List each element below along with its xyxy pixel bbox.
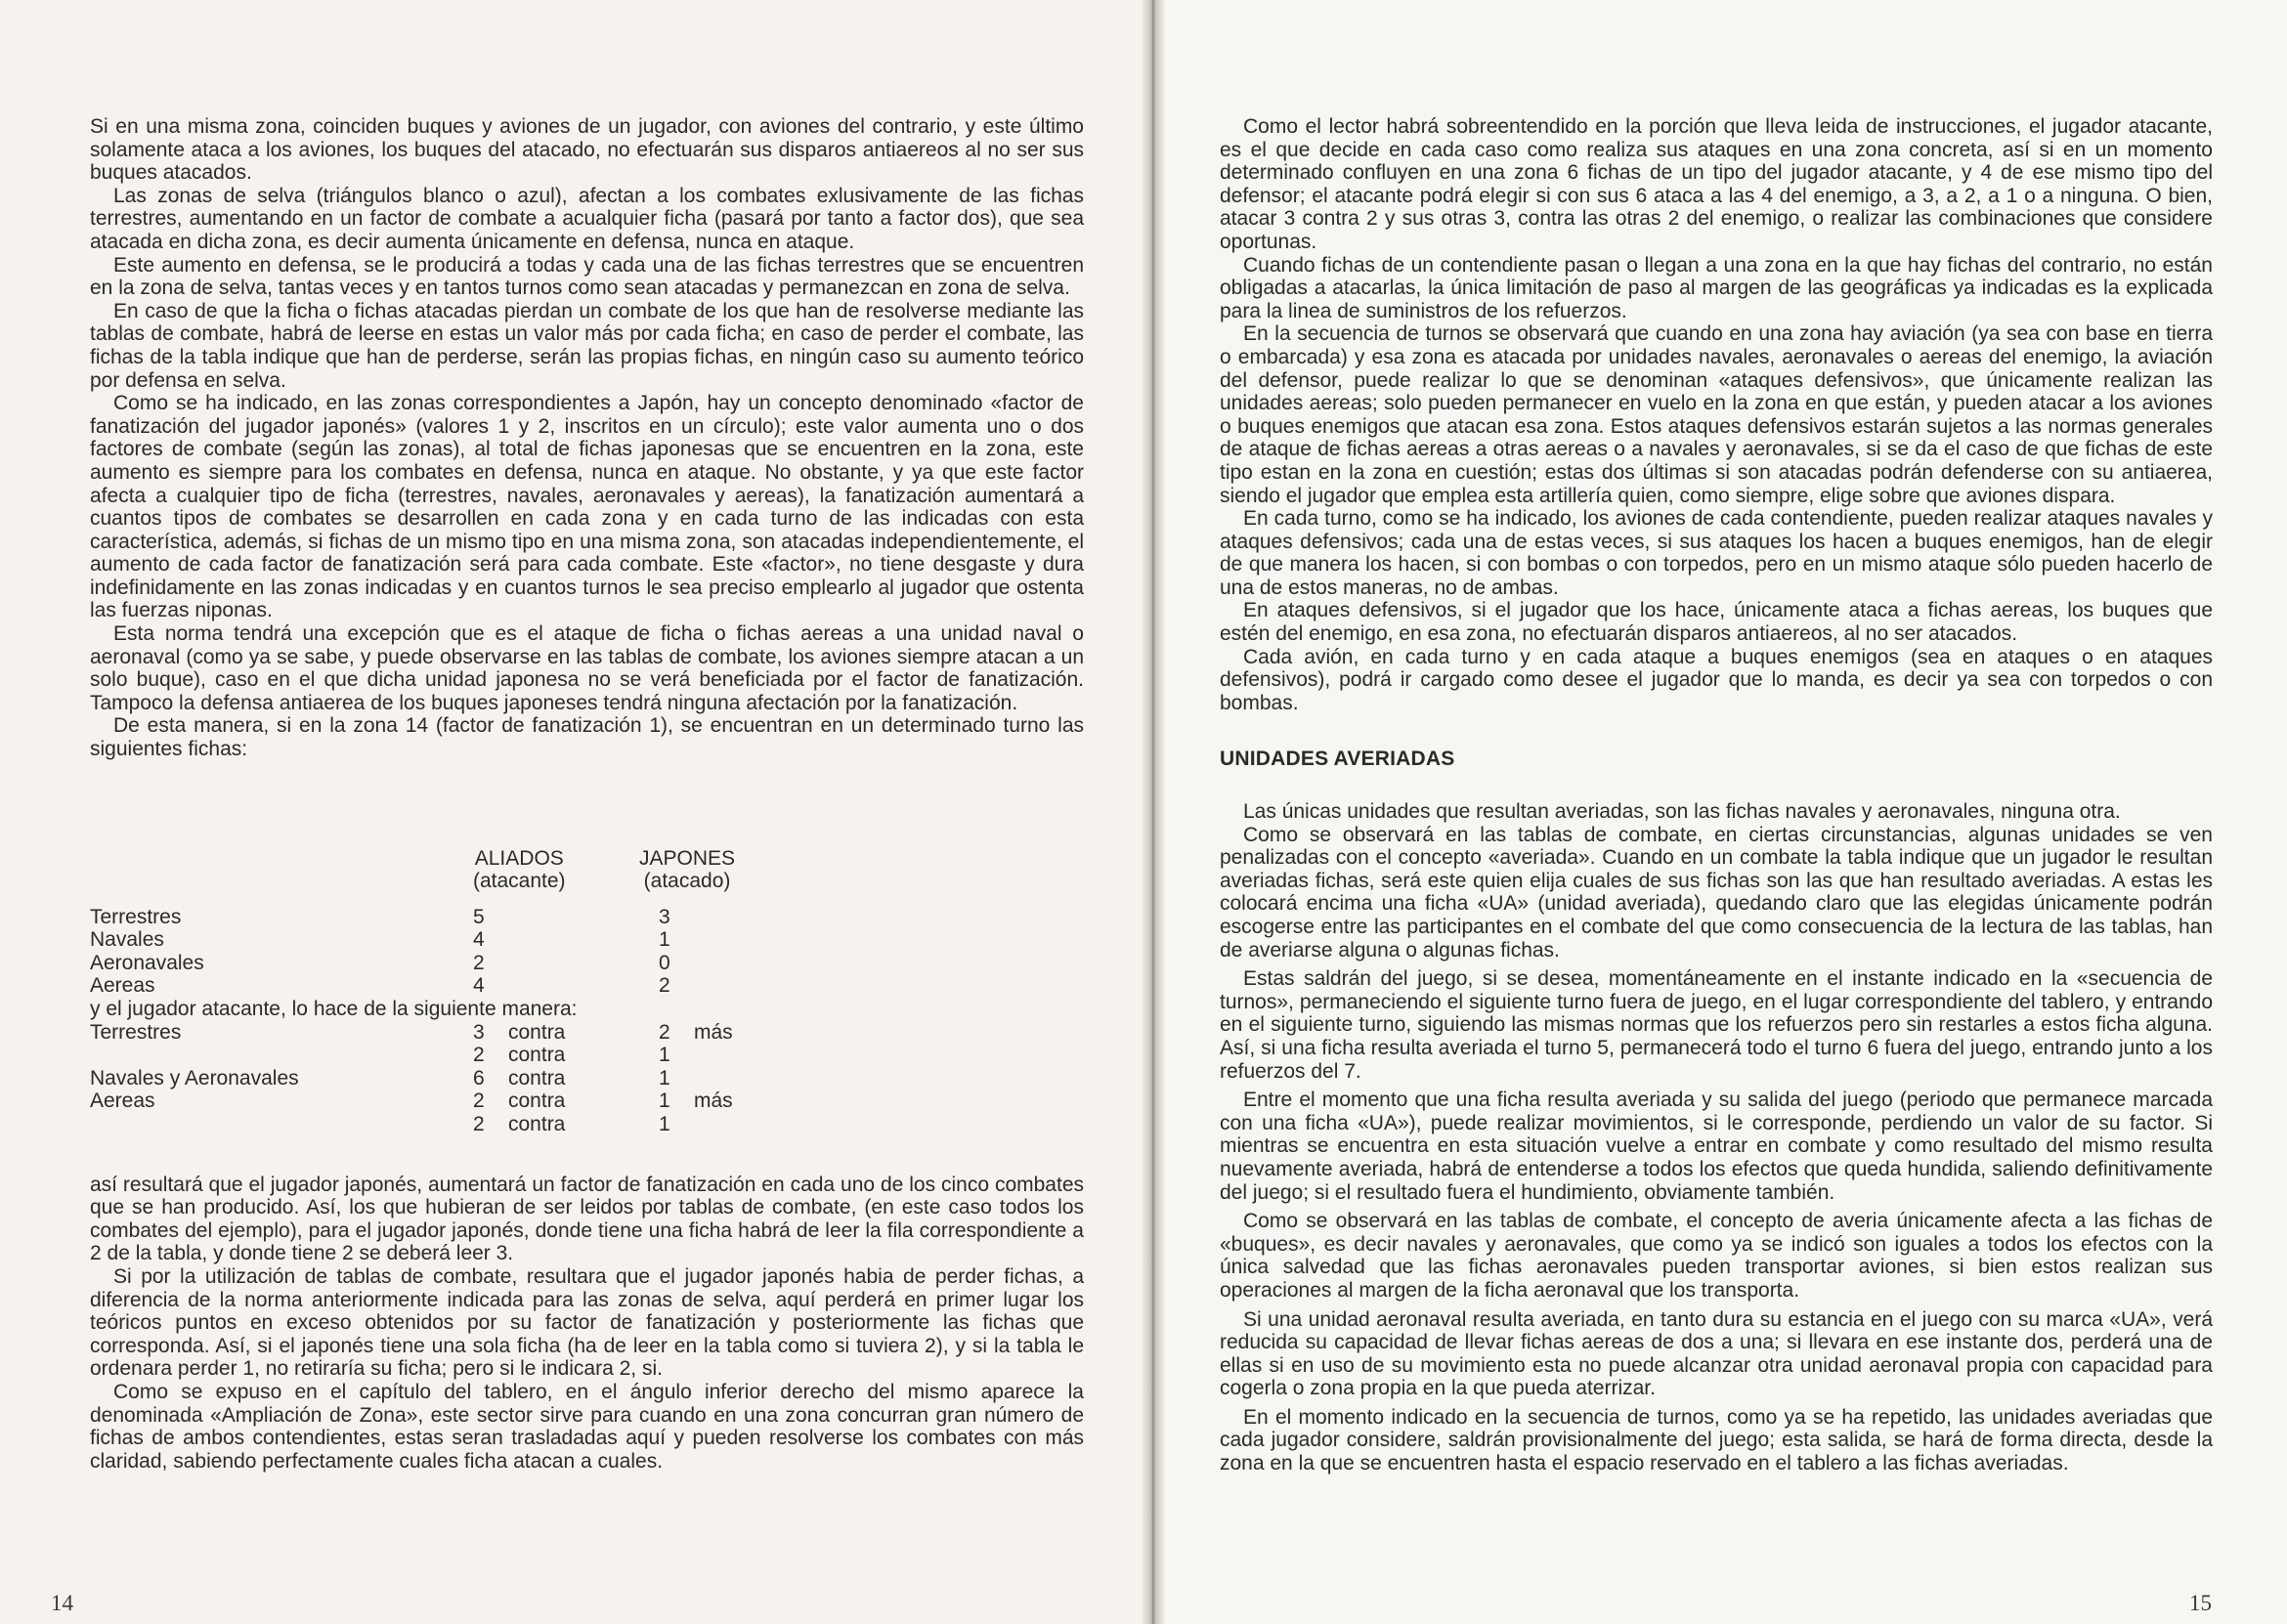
table-row: [90, 1067, 1084, 1090]
book-gutter: [1142, 0, 1165, 1624]
aliados-value: 5: [473, 905, 485, 928]
contra-word: contra: [508, 1090, 566, 1113]
aliados-column-header: [473, 847, 566, 893]
aliados-sublabel: (atacante): [473, 870, 566, 893]
table-row: [90, 1021, 1084, 1045]
section-heading: UNIDADES AVERIADAS: [1220, 748, 1455, 771]
mas-word: más: [694, 1090, 733, 1113]
defender-count: 2: [659, 1020, 670, 1044]
table-row: [90, 952, 1084, 975]
paragraph: Si una unidad aeronaval resulta averiada, en tanto dura su estancia en el juego con su marca «UA», verá reducida su capacidad de llevar fichas aereas de dos a una; si llevara en ese instante dos, perderá una de ellas si en uso de su movimiento esta no puede alcanzar otra unidad aeronaval propia con capacidad para cogerla o zona propia en la que pueda aterrizar.: [1220, 1307, 2213, 1400]
attack-table: [90, 1021, 1084, 1136]
paragraph: De esta manera, si en la zona 14 (factor de fanatización 1), se encuentran en un determinado turno las siguientes fichas:: [90, 714, 1084, 761]
japones-value: 3: [659, 905, 670, 928]
paragraph: Como el lector habrá sobreentendido en la porción que lleva leida de instrucciones, el jugador atacante, es el que decide en cada caso como realiza sus ataques en una zona concreta, así si en un momento determinado confluyen en una zona 6 fichas de un tipo del jugador atacante, y 4 de ese mismo tipo del defensor; el atacante podrá elegir si con sus 6 ataca a las 4 del enemigo, a 3, a 2, a 1 o a ninguna. O bien, atacar 3 contra 2 y sus otras 3, contra las otras 2 del enemigo, o realizar las combinaciones que considere oportunas.: [1220, 115, 2213, 253]
contra-word: contra: [508, 1066, 566, 1090]
attacker-count: 6: [473, 1066, 485, 1090]
forces-table-header: [90, 804, 1084, 906]
aliados-label: ALIADOS: [474, 846, 564, 870]
paragraph: Las zonas de selva (triángulos blanco o azul), afectan a los combates exlusivamente de las fichas terrestres, aumentando en un factor de combate a acualquier ficha (pasará por tanto a factor dos), que sea atacada en dicha zona, es decir aumenta únicamente en defensa, nunca en ataque.: [90, 184, 1084, 253]
attacker-count: 2: [473, 1112, 485, 1135]
defender-count: 1: [659, 1044, 670, 1067]
row-label: Navales y Aeronavales: [90, 1066, 299, 1090]
row-label: Aereas: [90, 974, 155, 998]
paragraph: Esta norma tendrá una excepción que es el ataque de ficha o fichas aereas a una unidad naval o aeronaval (como ya se sabe, y puede observarse en las tablas de combate, los aviones siempre atacan a un solo buque), caso en el que dicha unidad japonesa no se verá beneficiada por el factor de fanatización. Tampoco la defensa antiaerea de los buques japoneses tendrá ninguna afectación por la fanatización.: [90, 622, 1084, 714]
table-row: [90, 928, 1084, 952]
paragraph: Cada avión, en cada turno y en cada ataque a buques enemigos (sea en ataques o en ataques defensivos), podrá ir cargado como desee el jugador que lo manda, es decir ya sea con torpedos o con bombas.: [1220, 645, 2213, 714]
contra-word: contra: [508, 1112, 566, 1135]
paragraph: En ataques defensivos, si el jugador que los hace, únicamente ataca a fichas aereas, los buques que estén del enemigo, en esa zona, no efectuarán disparos antiaereos, al no ser atacados.: [1220, 599, 2213, 646]
contra-word: contra: [508, 1020, 566, 1044]
row-label: Aeronavales: [90, 951, 204, 974]
japones-value: 2: [659, 974, 670, 998]
left-text-column: [90, 115, 1084, 1473]
paragraph: En caso de que la ficha o fichas atacadas pierdan un combate de los que han de resolverse mediante las tablas de combate, habrá de leerse en estas un valor más por cada ficha; en caso de perder el combate, las fichas de la tabla indique que han de perderse, serán las propias fichas, en ningún caso su aumento teórico por defensa en selva.: [90, 299, 1084, 392]
row-label: Terrestres: [90, 905, 182, 928]
paragraph: Cuando fichas de un contendiente pasan o llegan a una zona en la que hay fichas del contrario, no están obligadas a atacarlas, la única limitación de paso al margen de las geográficas ya indicadas es la explicada para la linea de suministros de los refuerzos.: [1220, 253, 2213, 322]
paragraph: Como se expuso en el capítulo del tablero, en el ángulo inferior derecho del mismo aparece la denominada «Ampliación de Zona», este sector sirve para cuando en una zona concurran gran número de fichas de ambos contendientes, estas seran trasladadas aquí y pueden resolverse los combates con más claridad, sabiendo perfectamente cuales ficha atacan a cuales.: [90, 1380, 1084, 1473]
defender-count: 1: [659, 1066, 670, 1090]
row-label: Aereas: [90, 1090, 155, 1113]
page-number-left: 14: [51, 1591, 73, 1615]
row-label: Terrestres: [90, 1020, 182, 1044]
paragraph: En el momento indicado en la secuencia de turnos, como ya se ha repetido, las unidades averiadas que cada jugador considere, saldrán provisionalmente del juego; esta salida, se hará de forma directa, desde la zona en la que se encuentren hasta el espacio reservado en el tablero a las fichas averiadas.: [1220, 1405, 2213, 1475]
contra-word: contra: [508, 1044, 566, 1067]
aliados-value: 4: [473, 928, 485, 952]
japones-column-header: [639, 847, 735, 893]
paragraph: Como se observará en las tablas de combate, el concepto de averia únicamente afecta a las fichas de «buques», es decir navales y aeronavales, que como ya se indicó son iguales a todos los efectos con la única salvedad que las fichas aeronavales pueden transportar aviones, si bien estos realizan sus operaciones al margen de la ficha aeronaval que los transporta.: [1220, 1210, 2213, 1302]
spacer: [90, 1136, 1084, 1174]
table-row: [90, 1044, 1084, 1067]
paragraph: En la secuencia de turnos se observará que cuando en una zona hay aviación (ya sea con base en tierra o embarcada) y esa zona es atacada por unidades navales, aeronavales o aereas del enemigo, la aviación del defensor, puede realizar lo que se denominan «ataques defensivos», que únicamente realizan las unidades aereas; solo pueden permanecer en vuelo en la zona en que están, y pueden atacar a los aviones o buques enemigos que atacan esa zona. Estos ataques defensivos estarán sujetos a las normas generales de ataque de fichas aereas a otras aereas o a navales y aeronavales, si se da el caso de que fichas de este tipo estan en la zona en cuestión; estas dos últimas si son atacadas podrán defenderse con su antiaerea, siendo el jugador que emplea esta artillería quien, como siempre, elige sobre que aviones dispara.: [1220, 322, 2213, 507]
row-label: Navales: [90, 928, 164, 952]
attacker-count: 3: [473, 1020, 485, 1044]
table-row: [90, 974, 1084, 998]
defender-count: 1: [659, 1112, 670, 1135]
paragraph: Como se ha indicado, en las zonas correspondientes a Japón, hay un concepto denominado «factor de fanatización del jugador japonés» (valores 1 y 2, inscritos en un círculo); este valor aumenta uno o dos factores de combate (según las zonas), al total de fichas japonesas que se encuentren en la zona, este aumento es siempre para los combates en defensa, nunca en ataque. No obstante, y ya que este factor afecta a cualquier tipo de ficha (terrestres, navales, aeronavales y aereas), la fanatización aumentará a cuantos tipos de combates se desarrollen en cada zona y en cada turno de las indicadas con esta característica, además, si fichas de un mismo tipo en una misma zona, son atacadas independientemente, el aumento de cada factor de fanatización será para cada combate. Este «factor», no tiene desgaste y dura indefinidamente en las zonas indicadas y en cuantos turnos le sea preciso emplearlo al jugador que ostenta las fuerzas niponas.: [90, 392, 1084, 622]
attacker-count: 2: [473, 1044, 485, 1067]
attacker-count: 2: [473, 1090, 485, 1113]
aliados-value: 4: [473, 974, 485, 998]
paragraph: Las únicas unidades que resultan averiadas, son las fichas navales y aeronavales, ninguna otra.: [1243, 800, 2121, 824]
paragraph: En cada turno, como se ha indicado, los aviones de cada contendiente, pueden realizar ataques navales y ataques defensivos; cada una de estas veces, si sus ataques los hacen a buques enemigos, han de elegir de que manera los hacen, si con bombas o con torpedos, pero en un mismo ataque sólo pueden hacerlo de una de estos maneras, no de ambas.: [1220, 507, 2213, 599]
japones-sublabel: (atacado): [643, 870, 731, 893]
paragraph: así resultará que el jugador japonés, aumentará un factor de fanatización en cada uno de los cinco combates que se han producido. Así, los que hubieran de ser leidos por tablas de combate, (en este caso todos los combates del ejemplo), para el jugador japonés, donde tiene una ficha habrá de leer la fila correspondiente a 2 de la tabla, y donde tiene 2 se deberá leer 3.: [90, 1173, 1084, 1265]
defender-count: 1: [659, 1090, 670, 1113]
table-row: [90, 1113, 1084, 1136]
forces-table: [90, 804, 1084, 998]
paragraph: Si por la utilización de tablas de combate, resultara que el jugador japonés habia de perder fichas, a diferencia de la norma anteriormente indicada para las zonas de selva, aquí perderá en primer lugar los teóricos puntos en exceso obtenidos por su factor de fanatización y posteriormente las fichas que corresponda. Así, si el japonés tiene una sola ficha (ha de leer en la tabla como si tuviera 2), y si la tabla le ordenara perder 1, no retiraría su ficha; pero si le indicara 2, si.: [90, 1264, 1084, 1381]
page-number-right: 15: [2189, 1591, 2212, 1615]
aliados-value: 2: [473, 951, 485, 974]
right-text-column: [1220, 115, 2213, 1475]
table-row: [90, 906, 1084, 929]
mas-word: más: [694, 1020, 733, 1044]
paragraph: Este aumento en defensa, se le producirá a todas y cada una de las fichas terrestres que se encuentren en la zona de selva, tantas veces y en tantos turnos como sean atacadas y permanezcan en zona de selva.: [90, 253, 1084, 300]
paragraph: Como se observará en las tablas de combate, en ciertas circunstancias, algunas unidades se ven penalizadas con el concepto «averiada». Cuando en un combate la tabla indique que un jugador le resultan averiadas fichas, será este quien elija cuales de sus fichas son las que han resultado averiadas. A estas les colocará encima una ficha «UA» (unidad averiada), quedando claro que las elegidas únicamente podrán escogerse entre las participantes en el combate del que como consecuencia de la lectura de las tablas, han de averiarse alguna o algunas fichas.: [1220, 823, 2213, 962]
japones-value: 0: [659, 951, 670, 974]
paragraph: Entre el momento que una ficha resulta averiada y su salida del juego (periodo que permanece marcada con una ficha «UA»), puede realizar movimientos, si le corresponde, perdiendo un valor de su factor. Si mientras se encuentra en esta situación vuelve a entrar en combate y como resultado del mismo resulta nuevamente averiada, habrá de entenderse a todos los efectos que queda hundida, saliendo definitivamente del juego; si el resultado fuera el hundimiento, obviamente también.: [1220, 1089, 2213, 1204]
japones-label: JAPONES: [639, 846, 736, 870]
japones-value: 1: [659, 928, 670, 952]
paragraph: Si en una misma zona, coinciden buques y aviones de un jugador, con aviones del contrario, y este último solamente ataca a los aviones, los buques del atacado, no efectuarán sus disparos antiaereos al no ser sus buques atacados.: [90, 115, 1084, 185]
paragraph: Estas saldrán del juego, si se desea, momentáneamente en el instante indicado en la «secuencia de turnos», permaneciendo el siguiente turno fuera de juego, en el lugar correspondiente del tablero, y entrando en el siguiente turno, siguiendo las mismas normas que los refuerzos pero sin restarles a estos ficha alguna. Así, si una ficha resulta averiada el turno 5, permanecerá todo el turno 6 fuera del juego, entrando junto a los refuerzos del 7.: [1220, 967, 2213, 1083]
transition-line: y el jugador atacante, lo hace de la siguiente manera:: [90, 998, 578, 1020]
table-row: [90, 1090, 1084, 1113]
